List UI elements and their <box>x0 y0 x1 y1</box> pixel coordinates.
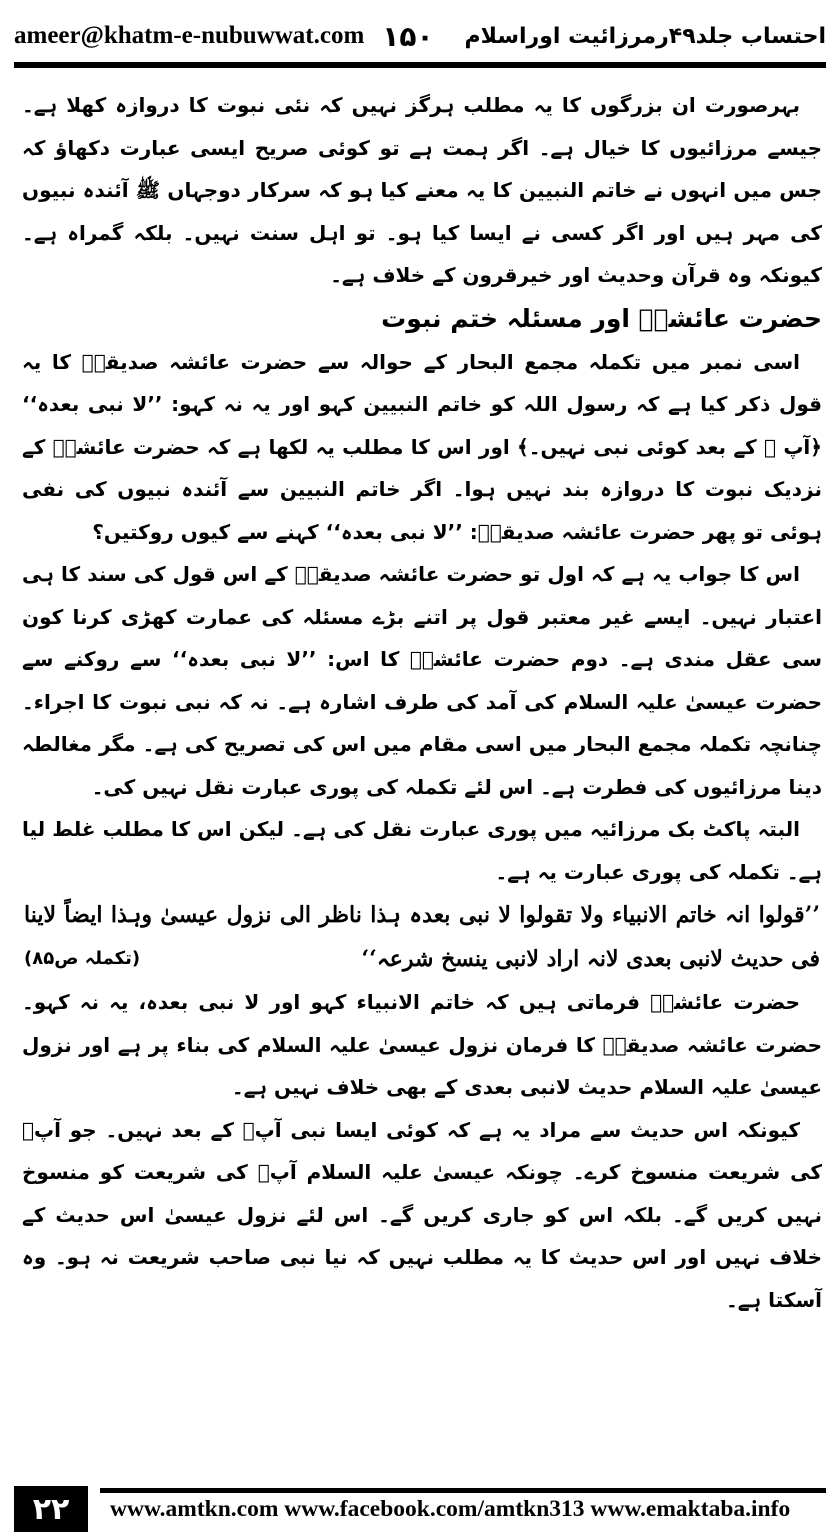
footer-page-box: ۲۲ <box>14 1486 88 1532</box>
section-heading: حضرت عائشہؓ اور مسئلہ ختم نبوت <box>381 303 822 333</box>
header-title: احتساب جلد۴۹رمرزائیت اوراسلام <box>464 23 826 49</box>
body-paragraph-6: کیونکہ اس حدیث سے مراد یہ ہے کہ کوئی ایسا نبی آپؐ کے بعد نہیں۔ جو آپؐ کی شریعت منسوخ کرے۔ چونکہ عیسیٰ علیہ السلام آپؐ کی شریعت کو منسوخ نہیں کریں گے۔ بلکہ اس کو جاری کریں گے۔ اس لئے نزول عیسیٰ اس حدیث کے خلاف نہیں اور اس حدیث کا یہ مطلب نہیں کہ نیا نبی صاحب شریعت نہ ہو۔ وہ آسکتا ہے۔ <box>22 1117 822 1312</box>
header-page-number: ۱۵۰ <box>382 19 434 53</box>
body-paragraph-2: اسی نمبر میں تکملہ مجمع البحار کے حوالہ سے حضرت عائشہ صدیقہؓ کا یہ قول ذکر کیا ہے کہ رسول اللہ کو خاتم النبیین کہو اور یہ نہ کہو: ’’لا نبی بعدہ‘‘ ﴿آپ ؐ کے بعد کوئی نبی نہیں۔﴾ اور اس کا مطلب یہ لکھا ہے کہ حضرت عائشہؓ کے نزدیک نبوت کا دروازہ بند نہیں ہوا۔ اگر خاتم النبیین سے آئندہ نبیوں کی نفی ہوئی تو پھر حضرت عائشہ صدیقہؓ: ’’لا نبی بعدہ‘‘ کہنے سے کیوں روکتیں؟ <box>22 349 822 544</box>
footer-divider <box>100 1488 826 1493</box>
header-email[interactable]: ameer@khatm-e-nubuwwat.com <box>14 22 365 49</box>
page-body <box>22 84 822 1321</box>
arabic-quote-text: ’’قولوا انہ خاتم الانبیاء ولا تقولوا لا نبی بعدہ ہذا ناظر الی نزول عیسیٰ وہذا ایضاً لاینا فی حدیث لانبی بعدی لانہ اراد لانبی ینسخ شرعہ‘‘ <box>24 902 820 972</box>
footer-links[interactable]: www.amtkn.com www.facebook.com/amtkn313 www.emaktaba.info <box>110 1496 791 1522</box>
body-paragraph-1: بہرصورت ان بزرگوں کا یہ مطلب ہرگز نہیں کہ نئی نبوت کا دروازہ کھلا ہے۔ جیسے مرزائیوں کا خیال ہے۔ اگر ہمت ہے تو کوئی صریح ایسی عبارت دکھاؤ کہ جس میں انہوں نے خاتم النبیین کا یہ معنے کیا ہو کہ سرکار دوجہاں ﷺ آئندہ نبیوں کی مہر ہیں اور اگر کسی نے ایسا کیا ہو۔ تو اہل سنت نہیں۔ بلکہ گمراہ ہے۔ کیونکہ وہ قرآن وحدیث اور خیرقرون کے خلاف ہے۔ <box>22 93 822 287</box>
body-paragraph-3: اس کا جواب یہ ہے کہ اول تو حضرت عائشہ صدیقہؓ کے اس قول کی سند کا ہی اعتبار نہیں۔ ایسے غیر معتبر قول پر اتنے بڑے مسئلہ کی عمارت کھڑی کرنا کون سی عقل مندی ہے۔ دوم حضرت عائشہؓ کا اس: ’’لا نبی بعدہ‘‘ سے روکنے سے حضرت عیسیٰ علیہ السلام کی آمد کی طرف اشارہ ہے۔ نہ کہ نبی نبوت کا اجراء۔ چنانچہ تکملہ مجمع البحار میں اسی مقام میں اس کی تصریح کی ہے۔ مگر مغالطہ دینا مرزائیوں کی فطرت ہے۔ اس لئے تکملہ کی پوری عبارت نقل نہیں کی۔ <box>22 562 822 799</box>
header-divider <box>14 62 826 68</box>
quote-reference: (تکملہ ص۸۵) <box>24 948 141 969</box>
header-left-group <box>14 20 434 53</box>
body-paragraph-4: البتہ پاکٹ بک مرزائیہ میں پوری عبارت نقل کی ہے۔ لیکن اس کا مطلب غلط لیا ہے۔ تکملہ کی پوری عبارت یہ ہے۔ <box>22 817 822 884</box>
page-footer <box>14 1482 826 1534</box>
arabic-quotation <box>22 893 822 981</box>
page-header <box>14 14 826 58</box>
body-paragraph-5: حضرت عائشہؓ فرماتی ہیں کہ خاتم الانبیاء کہو اور لا نبی بعدہ، یہ نہ کہو۔ حضرت عائشہ صدیقہؓ کا فرمان نزول عیسیٰ علیہ السلام کی بناء پر ہے اور نزول عیسیٰ علیہ السلام حدیث لانبی بعدی کے بھی خلاف نہیں ہے۔ <box>22 990 822 1099</box>
